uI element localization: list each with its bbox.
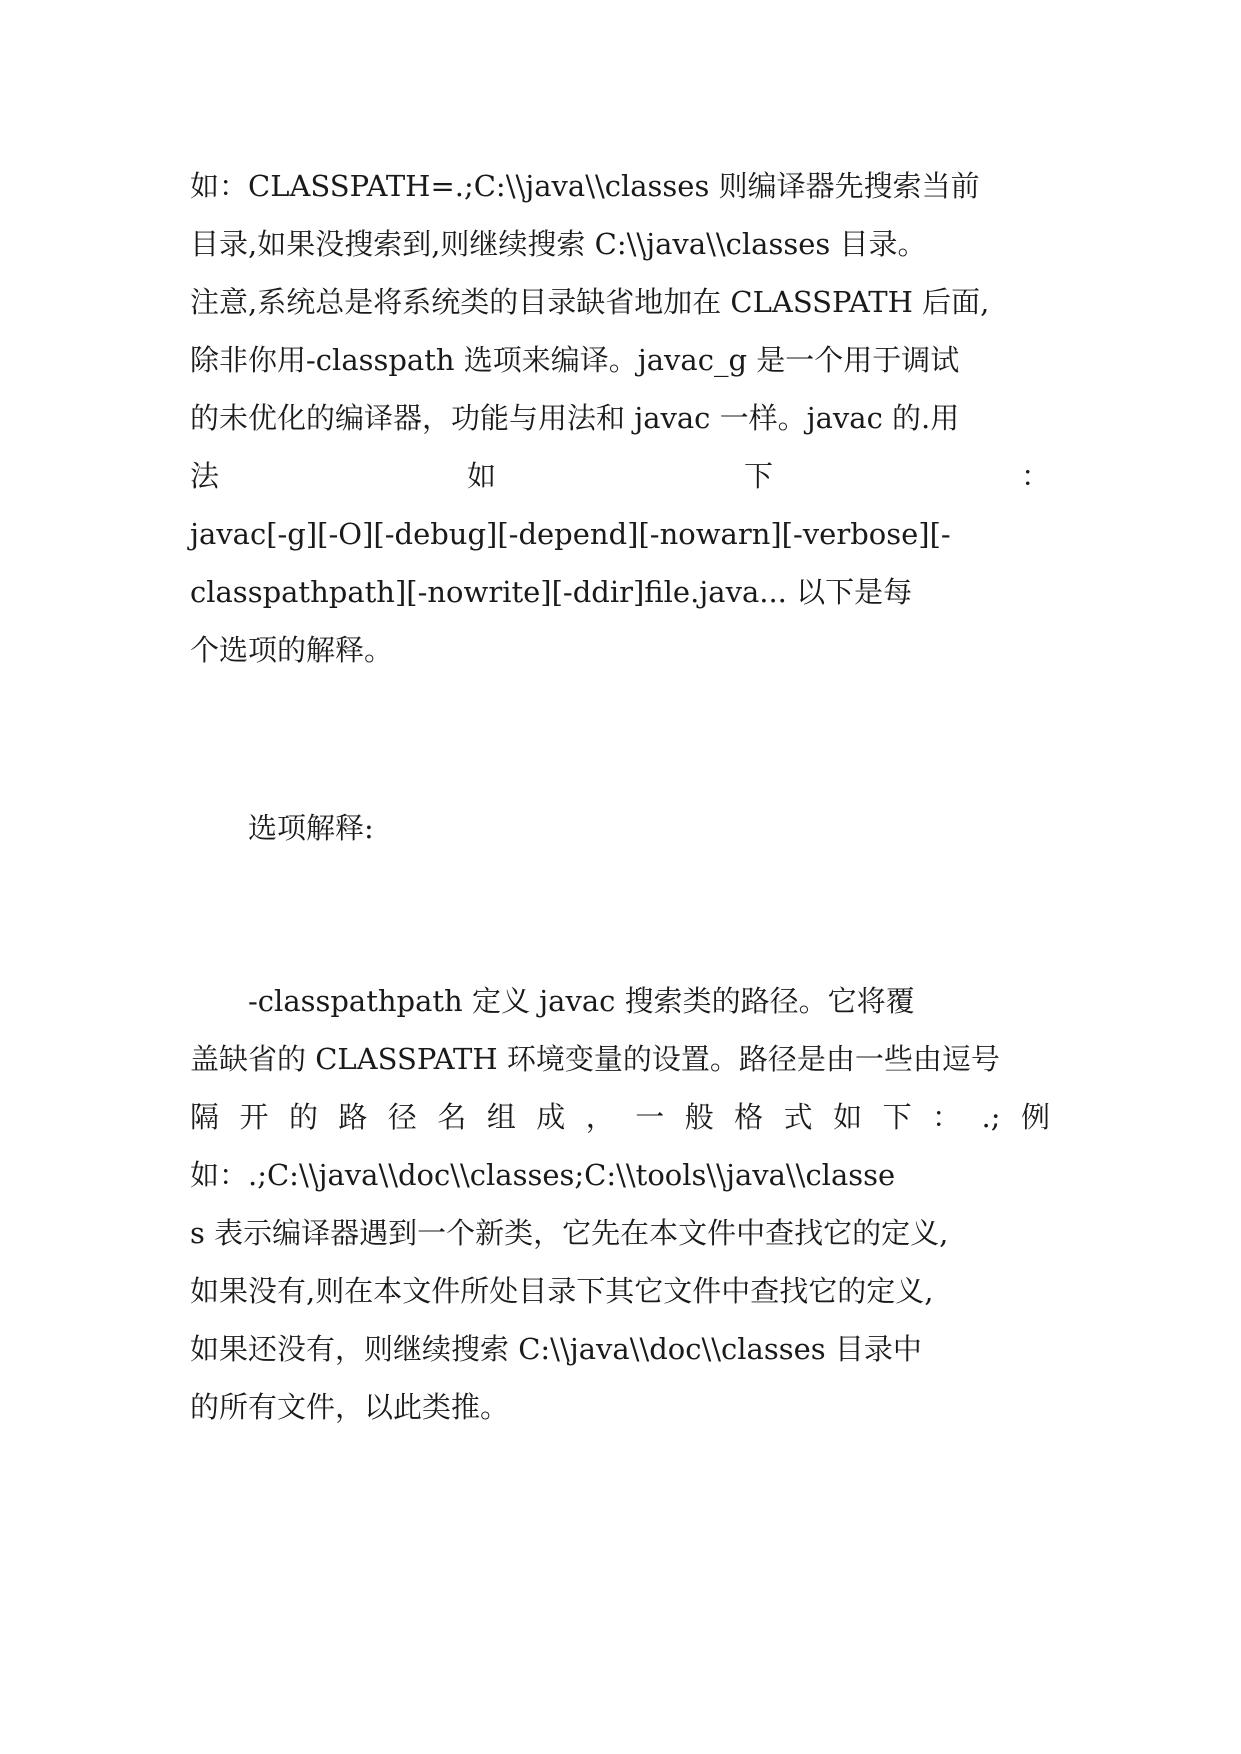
paragraph-classpath-option — [190, 972, 1050, 1436]
text-char: ： — [1020, 459, 1050, 493]
heading-text: 选项解释: — [248, 811, 374, 845]
text-line: s 表示编译器遇到一个新类，它先在本文件中查找它的定义, — [190, 1216, 949, 1250]
text-char: 径 — [387, 1100, 417, 1134]
text-line-spread — [190, 447, 1050, 505]
text-char: 组 — [486, 1100, 516, 1134]
text-char: 如 — [833, 1100, 863, 1134]
text-char: 开 — [239, 1100, 269, 1134]
text-char: 下 — [882, 1100, 912, 1134]
text-char: 名 — [437, 1100, 467, 1134]
text-line: 注意,系统总是将系统类的目录缺省地加在 CLASSPATH 后面, — [190, 285, 990, 319]
text-char: 一 — [635, 1100, 665, 1134]
text-char: 格 — [734, 1100, 764, 1134]
text-char: 的 — [288, 1100, 318, 1134]
text-line: 如果还没有，则继续搜索 C:\\java\\doc\\classes 目录中 — [190, 1332, 922, 1366]
text-char: 成 — [536, 1100, 566, 1134]
text-line: 如：CLASSPATH=.;C:\\java\\classes 则编译器先搜索当前 — [190, 169, 980, 203]
text-line: 除非你用-classpath 选项来编译。javac_g 是一个用于调试 — [190, 343, 960, 377]
text-line: 个选项的解释。 — [190, 633, 394, 667]
text-line: 的未优化的编译器，功能与用法和 javac 一样。javac 的.用 — [190, 401, 960, 435]
text-char: 般 — [684, 1100, 714, 1134]
paragraph-classpath-example — [190, 157, 1050, 679]
text-line: -classpathpath 定义 javac 搜索类的路径。它将覆 — [248, 984, 915, 1018]
text-line: 如果没有,则在本文件所处目录下其它文件中查找它的定义, — [190, 1274, 934, 1308]
section-heading — [190, 799, 1050, 857]
text-char: 式 — [783, 1100, 813, 1134]
text-char: 路 — [338, 1100, 368, 1134]
text-line: 如：.;C:\\java\\doc\\classes;C:\\tools\\java\\classe — [190, 1158, 896, 1192]
text-char: 隔 — [190, 1100, 220, 1134]
text-char: 例 — [1020, 1100, 1050, 1134]
text-char: 法 — [190, 459, 220, 493]
text-line: javac[-g][-O][-debug][-depend][-nowarn][-verbose][- — [190, 517, 951, 551]
text-line-spread — [190, 1088, 1050, 1146]
text-line: 的所有文件，以此类推。 — [190, 1390, 510, 1424]
text-line: 盖缺省的 CLASSPATH 环境变量的设置。路径是由一些由逗号 — [190, 1042, 1000, 1076]
text-line: 目录,如果没搜索到,则继续搜索 C:\\java\\classes 目录。 — [190, 227, 927, 261]
text-char: ： — [932, 1100, 962, 1134]
text-char: 下 — [743, 459, 773, 493]
text-char: 如 — [466, 459, 496, 493]
text-char: ， — [585, 1100, 615, 1134]
text-char: .; — [981, 1100, 1001, 1134]
text-line: classpathpath][-nowrite][-ddir]file.java... 以下是每 — [190, 575, 913, 609]
